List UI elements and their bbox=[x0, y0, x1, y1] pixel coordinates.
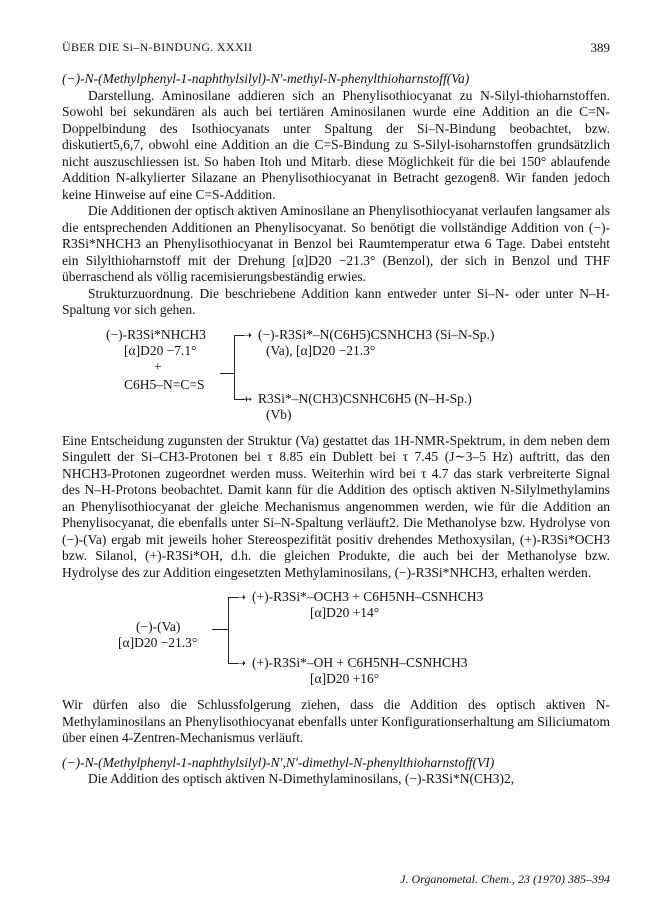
page-header bbox=[62, 40, 610, 58]
paragraph-darstellung: Darstellung. Aminosilane addieren sich an Phenylisothiocyanat zu N-Silyl-thioharnstoffen. Sowohl bei sekundären als auch bei tertiären Aminosilanen wurde eine Addition an die C=N-Doppelbindung des Isothiocyanats unter Spaltung der Si–N-Bindung beobachtet, bzw. diskutiert5,6,7, obwohl eine Addition an die C=S-Bindung zu S-Silyl-isoharnstoffen grundsätzlich nicht auszuschliessen ist. So haben Itoh und Mitarb. diese Möglichkeit für die bei 150° ablaufende Addition N-alkylierter Silazane an Phenylisothiocyanat in Betracht gezogen8. Wir fanden jedoch keine Hinweise auf eine C=S-Addition. bbox=[62, 87, 610, 202]
running-title: ÜBER DIE Si–N-BINDUNG. XXXII bbox=[62, 40, 253, 54]
scheme2-reactant: (−)-(Va) bbox=[136, 619, 181, 634]
arrow-icon: ➝ bbox=[242, 327, 253, 342]
scheme2-junction-line bbox=[212, 629, 228, 630]
paragraph-dimethylamino: Die Addition des optisch aktiven N-Dimethylaminosilans, (−)-R3Si*N(CH3)2, bbox=[88, 771, 515, 786]
paragraph-nmr: Eine Entscheidung zugunsten der Struktur (Va) gestattet das 1H-NMR-Spektrum, in dem neben dem Singulett der Si–CH3-Protonen bei τ 8.85 ein Dublett bei τ 7.45 (J∼3–5 Hz) auftritt, das den NHCH3-Protonen zugeordnet werden muss. Weiterhin wird bei τ 4.7 das stark verbreiterte Signal des N–H-Protons beobachtet. Damit kann für die Addition des optisch aktiven N-Silylmethylamins an Phenylisothiocyanat der gleiche Mechanismus angenommen werden, wie für die Addition an Phenylisocyanat, die ebenfalls unter Si–N-Spaltung verläuft2. Die Methanolyse bzw. Hydrolyse von (−)-(Va) ergab mit jeweils hoher Stereospezifität positiv drehendes Methoxysilan, (+)-R3Si*OCH3 bzw. Silanol, (+)-R3Si*OH, d.h. die gleichen Produkte, die auch bei der Methanolyse bzw. Hydrolyse des zur Addition eingesetzten Methylaminosilans, (−)-R3Si*NHCH3, erhalten werden. bbox=[62, 432, 610, 580]
page-number: 389 bbox=[590, 40, 610, 55]
scheme1-plus: + bbox=[154, 358, 162, 374]
scheme1-product-a: (−)-R3Si*–N(C6H5)CSNHCH3 (Si–N-Sp.) bbox=[258, 326, 495, 342]
scheme1-reactant1-rotation: [α]D20 −7.1° bbox=[124, 342, 197, 358]
compound-title-va: (−)-N-(Methylphenyl-1-naphthylsilyl)-N′-methyl-N-phenylthioharnstoff(Va) bbox=[62, 71, 470, 86]
article-body bbox=[62, 71, 610, 788]
compound-title-vi: (−)-N-(Methylphenyl-1-naphthylsilyl)-N′,N′-dimethyl-N-phenylthioharnstoff(VI) bbox=[62, 754, 495, 770]
scheme2-branch-line bbox=[228, 597, 229, 663]
blocked-arrow-icon: ⇸ bbox=[242, 391, 253, 406]
scheme2-reactant-rotation: [α]D20 −21.3° bbox=[118, 635, 198, 650]
scheme2-product-a: (+)-R3Si*–OCH3 + C6H5NH–CSNHCH3 bbox=[252, 589, 484, 604]
scheme2-product-b-rotation: [α]D20 +16° bbox=[310, 671, 380, 686]
scheme1-reactant1: (−)-R3Si*NHCH3 bbox=[106, 326, 206, 342]
journal-citation: J. Organometal. Chem., 23 (1970) 385–394 bbox=[400, 872, 610, 886]
arrow-icon: ➝ bbox=[236, 590, 247, 604]
reaction-scheme-1 bbox=[62, 327, 610, 423]
scheme1-product-b: R3Si*–N(CH3)CSNHC6H5 (N–H-Sp.) bbox=[258, 390, 472, 406]
paragraph-strukturzuordnung: Strukturzuordnung. Die beschriebene Addition kann entweder unter Si–N- oder unter N–H-Spaltung vor sich gehen. bbox=[62, 285, 610, 317]
scheme2-product-a-rotation: [α]D20 +14° bbox=[310, 605, 380, 620]
reaction-scheme-2 bbox=[62, 589, 610, 687]
scheme1-junction-line bbox=[220, 373, 234, 374]
scheme1-branch-line bbox=[234, 335, 235, 399]
arrow-icon: ➝ bbox=[236, 656, 247, 670]
paragraph-additionen: Die Additionen der optisch aktiven Aminosilane an Phenylisothiocyanat verlaufen langsamer als die entsprechenden Additionen an Phenylisocyanat. So benötigt die vollständige Addition von (−)-R3Si*NHCH3 an Phenylisothiocyanat in Benzol bei Raumtemperatur etwa 6 Tage. Dabei entsteht ein Silylthioharnstoff mit der Drehung [α]D20 −21.3° (Benzol), der sich in Benzol und THF überraschend als völlig racemisierungsbeständig erwies. bbox=[62, 203, 610, 284]
scheme1-reactant2: C6H5–N=C=S bbox=[124, 376, 205, 392]
paragraph-schlussfolgerung: Wir dürfen also die Schlussfolgerung ziehen, dass die Addition des optisch aktiven N-Methylaminosilans an Phenylisothiocyanat ebenfalls unter Konfigurationserhaltung am Siliciumatom über einen 4-Zentren-Mechanismus verläuft. bbox=[62, 697, 610, 745]
scheme1-product-a-rotation: (Va), [α]D20 −21.3° bbox=[266, 342, 376, 358]
scheme1-product-b-label: (Vb) bbox=[266, 406, 292, 422]
scheme2-product-b: (+)-R3Si*–OH + C6H5NH–CSNHCH3 bbox=[252, 655, 468, 670]
